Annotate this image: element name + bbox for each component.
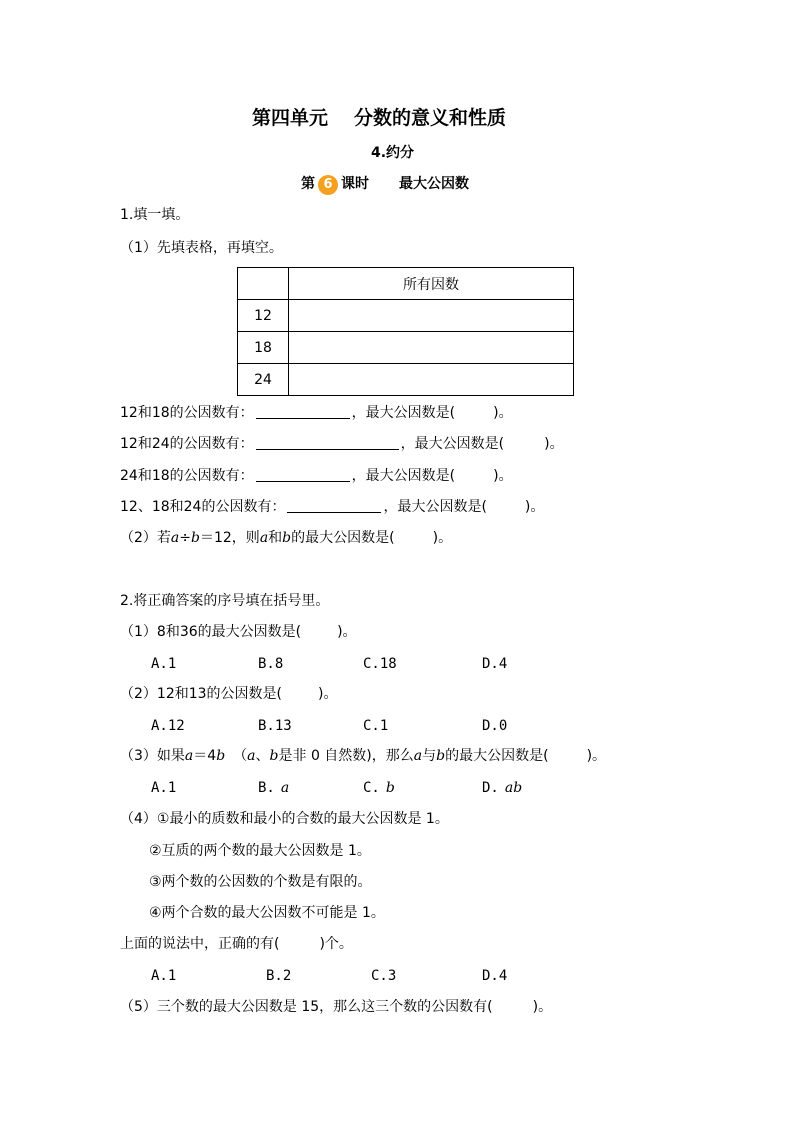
q1-line-4-mid: ，最大公因数是( — [383, 499, 487, 515]
q1-part2-equals: ＝12，则 — [199, 530, 260, 546]
q1-line-1-end: )。 — [493, 405, 513, 421]
q1-line-3-label: 24和18的公因数有： — [120, 468, 254, 484]
q2-p1-text: （1）8和36的最大公因数是( — [120, 624, 302, 640]
table-row-factors-cell[interactable] — [289, 300, 574, 332]
q1-line-4-end: )。 — [524, 499, 545, 515]
q2-p2-option-c[interactable]: C.1 — [363, 718, 389, 734]
q2-p4-option-d[interactable]: D.4 — [482, 968, 508, 984]
q2-p3-condition: 是非 0 自然数)，那么 — [278, 748, 414, 764]
q2-p4-question-end: )个。 — [319, 936, 353, 952]
option-label: C. — [363, 780, 380, 796]
var-a: a — [170, 530, 180, 546]
q2-p1 — [120, 622, 357, 642]
lesson-number-badge: 6 — [318, 175, 338, 195]
q1-line-2-end: )。 — [544, 436, 564, 452]
q2-p4-statement-2: ②互质的两个数的最大公因数是 1。 — [149, 843, 371, 859]
var-b: b — [282, 530, 292, 546]
q1-line-3-end: )。 — [493, 468, 513, 484]
option-value: a — [280, 780, 290, 796]
table-header-corner — [238, 268, 289, 300]
q2-p2-text: （2）12和13的公因数是( — [120, 686, 282, 702]
q2-p4-statement-3: ③两个数的公因数的个数是有限的。 — [149, 874, 372, 890]
q1-line-2-blank[interactable] — [256, 435, 399, 450]
q2-p2 — [120, 684, 337, 704]
q2-p4-question-text: 上面的说法中，正确的有( — [120, 936, 280, 952]
option-value: 1 — [167, 780, 177, 796]
unit-title-subject: 分数的意义和性质 — [354, 107, 507, 129]
q2-p1-option-d[interactable]: D.4 — [482, 656, 508, 672]
q1-line-2-label: 12和24的公因数有： — [120, 436, 254, 452]
divide-sign: ÷ — [179, 530, 192, 546]
q2-p3-end: )。 — [586, 748, 607, 764]
q2-p5 — [120, 997, 552, 1017]
option-label: B. — [258, 780, 275, 796]
table-row — [238, 332, 574, 364]
q2-p3-with: 与 — [422, 748, 437, 764]
table-row-factors-cell[interactable] — [289, 332, 574, 364]
q2-p4-question — [120, 934, 353, 954]
q2-p2-option-b[interactable]: B.13 — [258, 718, 292, 734]
table-row-number: 12 — [238, 300, 289, 332]
option-value: b — [385, 780, 395, 796]
q1-part2-end: )。 — [432, 530, 453, 546]
q1-line-3 — [120, 466, 513, 486]
table-row-factors-cell[interactable] — [289, 364, 574, 396]
var-b: b — [216, 748, 226, 764]
q1-heading: 1.填一填。 — [120, 207, 190, 223]
q1-line-2 — [120, 434, 564, 454]
q1-line-3-mid: ，最大公因数是( — [351, 468, 456, 484]
section-title: 4.约分 — [371, 145, 415, 161]
q2-heading: 2.将正确答案的序号填在括号里。 — [120, 593, 330, 609]
table-header-row — [238, 268, 574, 300]
q2-p1-option-c[interactable]: C.18 — [363, 656, 397, 672]
q1-line-4-blank[interactable] — [287, 498, 381, 513]
q2-p1-end: )。 — [337, 624, 357, 640]
var-a: a — [413, 748, 423, 764]
q2-p2-option-d[interactable]: D.0 — [482, 718, 508, 734]
table-row-number: 24 — [238, 364, 289, 396]
q1-part2-text: 的最大公因数是( — [291, 530, 395, 546]
unit-title-number: 第四单元 — [252, 107, 329, 129]
q1-part1: （1）先填表格，再填空。 — [120, 240, 283, 256]
q2-p3-option-c[interactable] — [363, 778, 395, 798]
q2-p4-option-c[interactable]: C.3 — [371, 968, 397, 984]
q2-p3-prefix: （3）如果 — [120, 748, 185, 764]
option-value: ab — [504, 780, 523, 796]
var-b: b — [191, 530, 200, 546]
q1-line-4-label: 12、18和24的公因数有： — [120, 499, 286, 515]
var-b: b — [436, 748, 446, 764]
q2-p4-statement-1: （4）①最小的质数和最小的合数的最大公因数是 1。 — [120, 811, 449, 827]
lesson-suffix: 课时 — [341, 176, 369, 192]
q2-p3-option-d[interactable] — [482, 778, 522, 798]
q2-p1-option-b[interactable]: B.8 — [258, 656, 284, 672]
q2-p4-statement-4: ④两个合数的最大公因数不可能是 1。 — [149, 905, 385, 921]
table-row-number: 18 — [238, 332, 289, 364]
table-header-factors: 所有因数 — [289, 268, 574, 300]
var-a: a — [259, 530, 269, 546]
q2-p5-end: )。 — [532, 999, 553, 1015]
q2-p2-option-a[interactable]: A.12 — [151, 718, 185, 734]
q2-p3-cond-open: （ — [233, 748, 248, 764]
q1-part2-prefix: （2）若 — [120, 530, 171, 546]
q1-line-1-blank[interactable] — [256, 404, 350, 419]
q1-line-2-mid: ，最大公因数是( — [400, 436, 505, 452]
q1-line-1-mid: ，最大公因数是( — [351, 405, 456, 421]
var-a: a — [247, 748, 256, 764]
lesson-prefix: 第 — [301, 176, 315, 192]
option-label: A. — [151, 780, 168, 796]
q1-line-1-label: 12和18的公因数有： — [120, 405, 254, 421]
q2-p3-text: 的最大公因数是( — [445, 748, 549, 764]
option-label: D. — [482, 780, 499, 796]
q2-p3-equals: ＝4 — [193, 748, 217, 764]
q2-p4-option-b[interactable]: B.2 — [266, 968, 292, 984]
q2-p4-option-a[interactable]: A.1 — [151, 968, 177, 984]
var-a: a — [184, 748, 194, 764]
lesson-topic: 最大公因数 — [399, 176, 469, 192]
lesson-title — [301, 174, 469, 195]
q2-p3 — [120, 746, 606, 766]
q1-part2-and: 和 — [268, 530, 283, 546]
unit-title — [252, 105, 506, 131]
q2-p3-sep: 、 — [255, 748, 270, 764]
q1-part2 — [120, 528, 452, 548]
q2-p5-text: （5）三个数的最大公因数是 15，那么这三个数的公因数有( — [120, 999, 493, 1015]
factors-table — [237, 267, 574, 396]
q2-p3-option-b[interactable] — [258, 778, 289, 798]
var-b: b — [269, 748, 279, 764]
table-row — [238, 364, 574, 396]
q2-p2-end: )。 — [318, 686, 338, 702]
table-row — [238, 300, 574, 332]
q2-p3-option-a[interactable] — [151, 778, 176, 798]
q2-p1-option-a[interactable]: A.1 — [151, 656, 177, 672]
q1-line-1 — [120, 403, 513, 423]
q1-line-4 — [120, 497, 544, 517]
q1-line-3-blank[interactable] — [256, 467, 350, 482]
